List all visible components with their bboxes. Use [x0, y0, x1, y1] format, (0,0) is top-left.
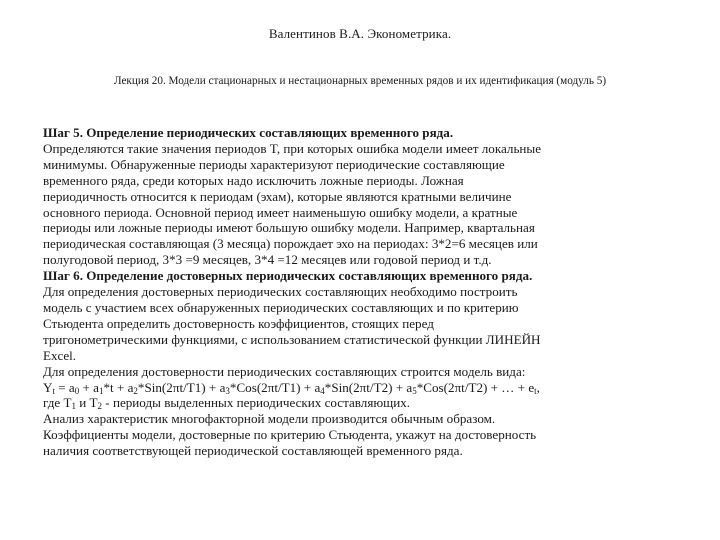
step6-line: Для определения достоверных периодических составляющих необходимо построить: [43, 284, 518, 300]
step6-line: Коэффициенты модели, достоверные по критерию Стьюдента, укажут на достоверность: [43, 427, 537, 443]
step6-line: Excel.: [43, 347, 77, 363]
header-lecture-title: Лекция 20. Модели стационарных и нестационарных временных рядов и их идентификация (модуль 5): [113, 75, 607, 87]
step6-heading: Шаг 6. Определение достоверных периодических составляющих временного ряда.: [43, 268, 533, 284]
step6-line: Для определения достоверности периодических составляющих строится модель вида:: [43, 363, 526, 379]
header-author: Валентинов В.А. Эконометрика.: [268, 26, 452, 41]
step6-line: Стьюдента определить достоверность коэффициентов, стоящих перед: [43, 315, 434, 331]
step6-line: Анализ характеристик многофакторной модели производится обычным образом.: [43, 411, 496, 427]
step5-line: периодичность относится к периодам (эхам), которые являются кратными величине: [43, 188, 512, 204]
step5-line: минимумы. Обнаруженные периоды характеризуют периодические составляющие: [43, 156, 505, 172]
model-formula: $Y_t = a_0 + a_1*t + a_2*Sin(2\pi t/T1) + a_3*Cos(2\pi t/T1) + a_4*Sin(2\pi t/T2) + a_5*Cos(2\pi t/T2)$ + … + $e_t$,: [43, 379, 540, 396]
step5-line: основного периода. Основной период имеет наименьшую ошибку модели, а кратные: [43, 204, 518, 220]
step6-line: тригонометрическими функциями, с использованием статистической функции ЛИНЕЙН: [43, 331, 541, 347]
step5-line: временного ряда, среди которых надо исключить ложные периоды. Ложная: [43, 172, 464, 188]
formula-where-line: где $T_1$ и $T_2$ - периоды выделенных периодических составляющих.: [43, 395, 411, 412]
step5-line: Определяются такие значения периодов T, при которых ошибка модели имеет локальные: [43, 140, 542, 156]
step5-heading: Шаг 5. Определение периодических составляющих временного ряда.: [43, 125, 454, 140]
body-text: [43, 125, 683, 459]
step6-line: наличия соответствующей периодической составляющей временного ряда.: [43, 443, 463, 459]
step5-line: полугодовой период, 3*3 =9 месяцев, 3*4 =12 месяцев или годовой период и т.д.: [43, 252, 492, 268]
step5-line: периодическая составляющая (3 месяца) порождает эхо на периодах: 3*2=6 месяцев или: [43, 236, 538, 252]
step5-line: периоды или ложные периоды имеют большую ошибку модели. Например, квартальная: [43, 220, 535, 236]
step6-line: модель с участием всех обнаруженных периодических составляющих и по критерию: [43, 299, 519, 315]
